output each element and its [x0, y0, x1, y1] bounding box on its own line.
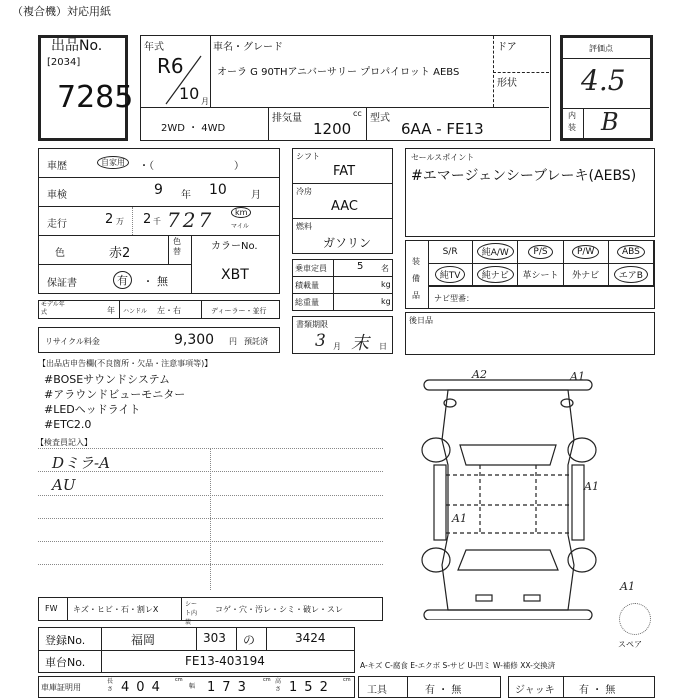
equipment-item — [564, 241, 609, 264]
color-change-label: 色替 — [173, 237, 181, 256]
inspector-label: 【検査員記入】 — [36, 438, 92, 447]
length-label: 長さ — [107, 678, 114, 693]
equipment-item — [609, 264, 654, 287]
equipment-item — [518, 241, 563, 264]
jack-box — [508, 676, 655, 698]
color-value: 赤2 — [109, 246, 131, 261]
warranty-label: 保証書 — [47, 278, 77, 289]
history-box — [38, 148, 280, 294]
damage-mark-right-door: A1 — [584, 480, 599, 493]
docs-day-unit: 日 — [379, 342, 387, 351]
history-label: 車歴 — [47, 161, 67, 172]
score-box — [560, 35, 653, 141]
warranty-yes: 有 — [113, 271, 132, 289]
equipment-label-circled: 純ナビ — [477, 266, 514, 283]
ac-value: AAC — [331, 199, 358, 214]
color-no: XBT — [221, 267, 249, 283]
fw-label: FW — [45, 604, 58, 613]
mileage-unit-mile: マイル — [231, 223, 249, 230]
lot-label: 出品No. — [51, 38, 103, 54]
windshield — [458, 550, 558, 570]
equipment-label-circled: P/S — [528, 245, 552, 259]
inspection-month: 10 — [209, 182, 227, 198]
equipment-label-circled: 純TV — [435, 266, 466, 283]
fuel-label: 燃料 — [296, 222, 312, 231]
color-no-label: カラーNo. — [211, 241, 258, 252]
recycle-unit: 円 — [229, 337, 237, 346]
seat-label: シート内装 — [185, 601, 198, 626]
capacity-box — [292, 259, 393, 311]
inspector-grid — [38, 448, 383, 590]
length-digit: 4 — [151, 680, 167, 695]
left-sill — [434, 465, 446, 540]
tools-label: 工具 — [367, 685, 387, 696]
fuel-value: ガソリン — [323, 236, 372, 250]
mileage-sen-unit: 千 — [153, 217, 161, 226]
history-other: ・（ ） — [139, 161, 244, 172]
door-label: ドア — [497, 42, 517, 53]
equipment-item — [473, 241, 518, 264]
height-label: 高さ — [275, 678, 282, 693]
car-name: オーラ G 90THアニバーサリー プロパイロット AEBS — [217, 67, 460, 78]
equipment-label: S/R — [442, 246, 458, 257]
garage-label: 車庫証明用 — [41, 683, 81, 692]
equipment-item — [518, 264, 563, 287]
seat-items: コゲ・穴・汚レ・シミ・破レ・スレ — [215, 605, 343, 614]
equipment-label: 外ナビ — [572, 270, 600, 281]
width-digit: 1 — [207, 680, 223, 695]
fw-row — [38, 597, 383, 626]
registration-label: 登録No. — [45, 634, 86, 647]
lot-sub: [2034] — [47, 57, 81, 68]
length-unit: cm — [175, 677, 183, 683]
gross-unit: kg — [381, 297, 391, 306]
sales-text: #エマージェンシーブレーキ(AEBS) — [411, 168, 637, 184]
chassis-label: 車台No. — [45, 656, 86, 669]
damage-mark-rear-bumper-right: A1 — [570, 370, 585, 383]
load-unit: kg — [381, 280, 391, 289]
registration-kana: の — [243, 633, 256, 647]
model-year-row — [38, 300, 280, 319]
equipment-label-circled: エアB — [614, 266, 648, 283]
chassis-number: FE13-403194 — [185, 654, 265, 668]
mileage-man-unit: 万 — [116, 217, 124, 226]
equipment-box — [405, 240, 655, 309]
seller-note: #LEDヘッドライト — [44, 403, 141, 416]
equipment-item — [428, 241, 473, 264]
height-unit: cm — [343, 677, 351, 683]
front-bumper — [424, 610, 592, 620]
car-label: 車名・グレード — [213, 42, 283, 53]
model-value: 6AA - FE13 — [401, 120, 484, 138]
mileage-sen: 2 — [143, 212, 152, 227]
registration-box — [38, 627, 355, 673]
color-label: 色 — [55, 248, 65, 259]
displacement-unit: cc — [353, 109, 362, 118]
width-digit: 7 — [222, 680, 238, 695]
lot-number: 7285 — [57, 80, 134, 115]
capacity-value: 5 — [357, 261, 364, 272]
length-digit: 0 — [136, 680, 152, 695]
registration-number: 3424 — [295, 631, 326, 645]
equipment-label-circled: P/W — [572, 245, 599, 259]
inspection-year: 9 — [154, 182, 163, 198]
docs-box — [292, 316, 393, 354]
inspector-note: AU — [52, 476, 76, 494]
damage-mark-rear-bumper-left: A2 — [472, 368, 487, 381]
recycle-status: 預託済 — [244, 337, 268, 346]
shape-label: 形状 — [497, 78, 517, 89]
load-label: 積載量 — [295, 281, 319, 290]
registration-class: 303 — [203, 631, 226, 645]
later-label: 後日品 — [409, 316, 433, 325]
capacity-unit: 名 — [381, 264, 389, 273]
garage-cert-row — [38, 676, 355, 698]
rear-window — [460, 445, 556, 465]
inspection-year-unit: 年 — [181, 190, 191, 201]
body-outline — [442, 390, 574, 610]
shift-label: シフト — [296, 152, 320, 161]
equipment-label: 革シート — [522, 270, 559, 281]
spare-label: スペア — [618, 640, 642, 649]
docs-month-unit: 月 — [333, 342, 341, 351]
warranty-no: 無 — [157, 275, 168, 288]
handle-label: ハンドル — [123, 308, 148, 315]
height-digit: 1 — [289, 680, 305, 695]
later-items-box — [405, 312, 655, 355]
recycle-label: リサイクル料金 — [45, 337, 100, 346]
drive-type: 2WD ・ 4WD — [161, 123, 226, 134]
year-era: R6 — [157, 54, 184, 78]
displacement-value: 1200 — [313, 120, 352, 138]
gross-label: 総重量 — [295, 298, 319, 307]
tools-box — [358, 676, 501, 698]
registration-region: 福岡 — [131, 633, 156, 647]
year-label: 年式 — [144, 42, 164, 53]
rear-bumper — [424, 380, 592, 390]
interior-label: 内装 — [568, 111, 576, 132]
model-year-unit: 年 — [107, 306, 115, 315]
warranty-sep: ・ — [143, 277, 153, 288]
handle-value: 左・右 — [157, 306, 181, 315]
recycle-value: 9,300 — [174, 332, 215, 348]
jack-value: 有 ・ 無 — [579, 685, 616, 696]
damage-mark-left-door: A1 — [452, 512, 467, 525]
shift-value: FAT — [333, 164, 356, 179]
width-label: 幅 — [189, 683, 196, 690]
spare-tire-icon — [619, 603, 651, 635]
equipment-item — [564, 264, 609, 287]
lot-box — [38, 35, 134, 141]
inspection-label: 車検 — [47, 190, 67, 201]
vehicle-box — [140, 35, 551, 141]
seller-note: #BOSEサウンドシステム — [44, 373, 171, 386]
tools-value: 有 ・ 無 — [425, 685, 462, 696]
navi-model-label: ナビ型番： — [434, 294, 474, 303]
damage-legend: A-キズ C-腐食 E-エクボ S-サビ U-凹ミ W-補修 XX-交換済 — [360, 661, 556, 670]
docs-day: 末 — [351, 333, 369, 354]
width-digit: 3 — [237, 680, 253, 695]
form-title: （複合機）対応用紙 — [12, 5, 111, 18]
equipment-label: 装備品 — [412, 257, 420, 300]
recycle-row — [38, 327, 280, 353]
height-digit: 2 — [319, 680, 335, 695]
score-label: 評価点 — [589, 44, 613, 53]
mileage-digits: 727 — [167, 208, 215, 232]
score-value: 4.5 — [581, 64, 626, 97]
sales-point-box — [405, 148, 655, 237]
displacement-label: 排気量 — [272, 113, 302, 124]
year-month: 10 — [179, 84, 200, 103]
inspection-month-unit: 月 — [251, 190, 261, 201]
damage-mark-front-fender: A1 — [620, 580, 635, 593]
history-selected: 自家用 — [97, 156, 129, 169]
height-digit: 5 — [304, 680, 320, 695]
car-damage-diagram — [420, 365, 635, 620]
jack-label: ジャッキ — [515, 685, 555, 696]
equipment-label-circled: ABS — [617, 245, 645, 259]
equipment-item — [428, 264, 473, 287]
interior-score: B — [601, 108, 619, 136]
model-label: 型式 — [370, 113, 390, 124]
docs-label: 書類期限 — [296, 320, 328, 329]
equipment-label-circled: 純A/W — [477, 243, 514, 260]
seller-note: #ETC2.0 — [44, 418, 92, 431]
length-digit: 4 — [121, 680, 137, 695]
mileage-unit-km: km — [231, 207, 251, 218]
equipment-item — [609, 241, 654, 264]
seller-notes-list — [44, 372, 185, 432]
capacity-label: 乗車定員 — [295, 264, 327, 273]
sales-label: セールスポイント — [411, 153, 475, 162]
mileage-man: 2 — [105, 212, 114, 227]
ac-label: 冷房 — [296, 187, 312, 196]
model-year-label: モデル年式 — [41, 301, 65, 316]
equipment-item — [473, 264, 518, 287]
seller-notes-label: 【出品店申告欄(不良箇所・欠品・注意事項等)】 — [38, 359, 213, 368]
inspector-note: Dミラ-A — [52, 454, 110, 472]
mileage-label: 走行 — [47, 219, 67, 230]
docs-month: 3 — [315, 331, 326, 351]
dealer-value: ディーラー・並行 — [211, 307, 267, 315]
width-unit: cm — [263, 677, 271, 683]
right-sill — [572, 465, 584, 540]
seller-note: #アラウンドビューモニター — [44, 388, 186, 401]
fw-items: キズ・ヒビ・石・割レX — [73, 605, 159, 614]
drivetrain-box — [292, 148, 393, 254]
year-month-unit: 月 — [201, 97, 209, 106]
